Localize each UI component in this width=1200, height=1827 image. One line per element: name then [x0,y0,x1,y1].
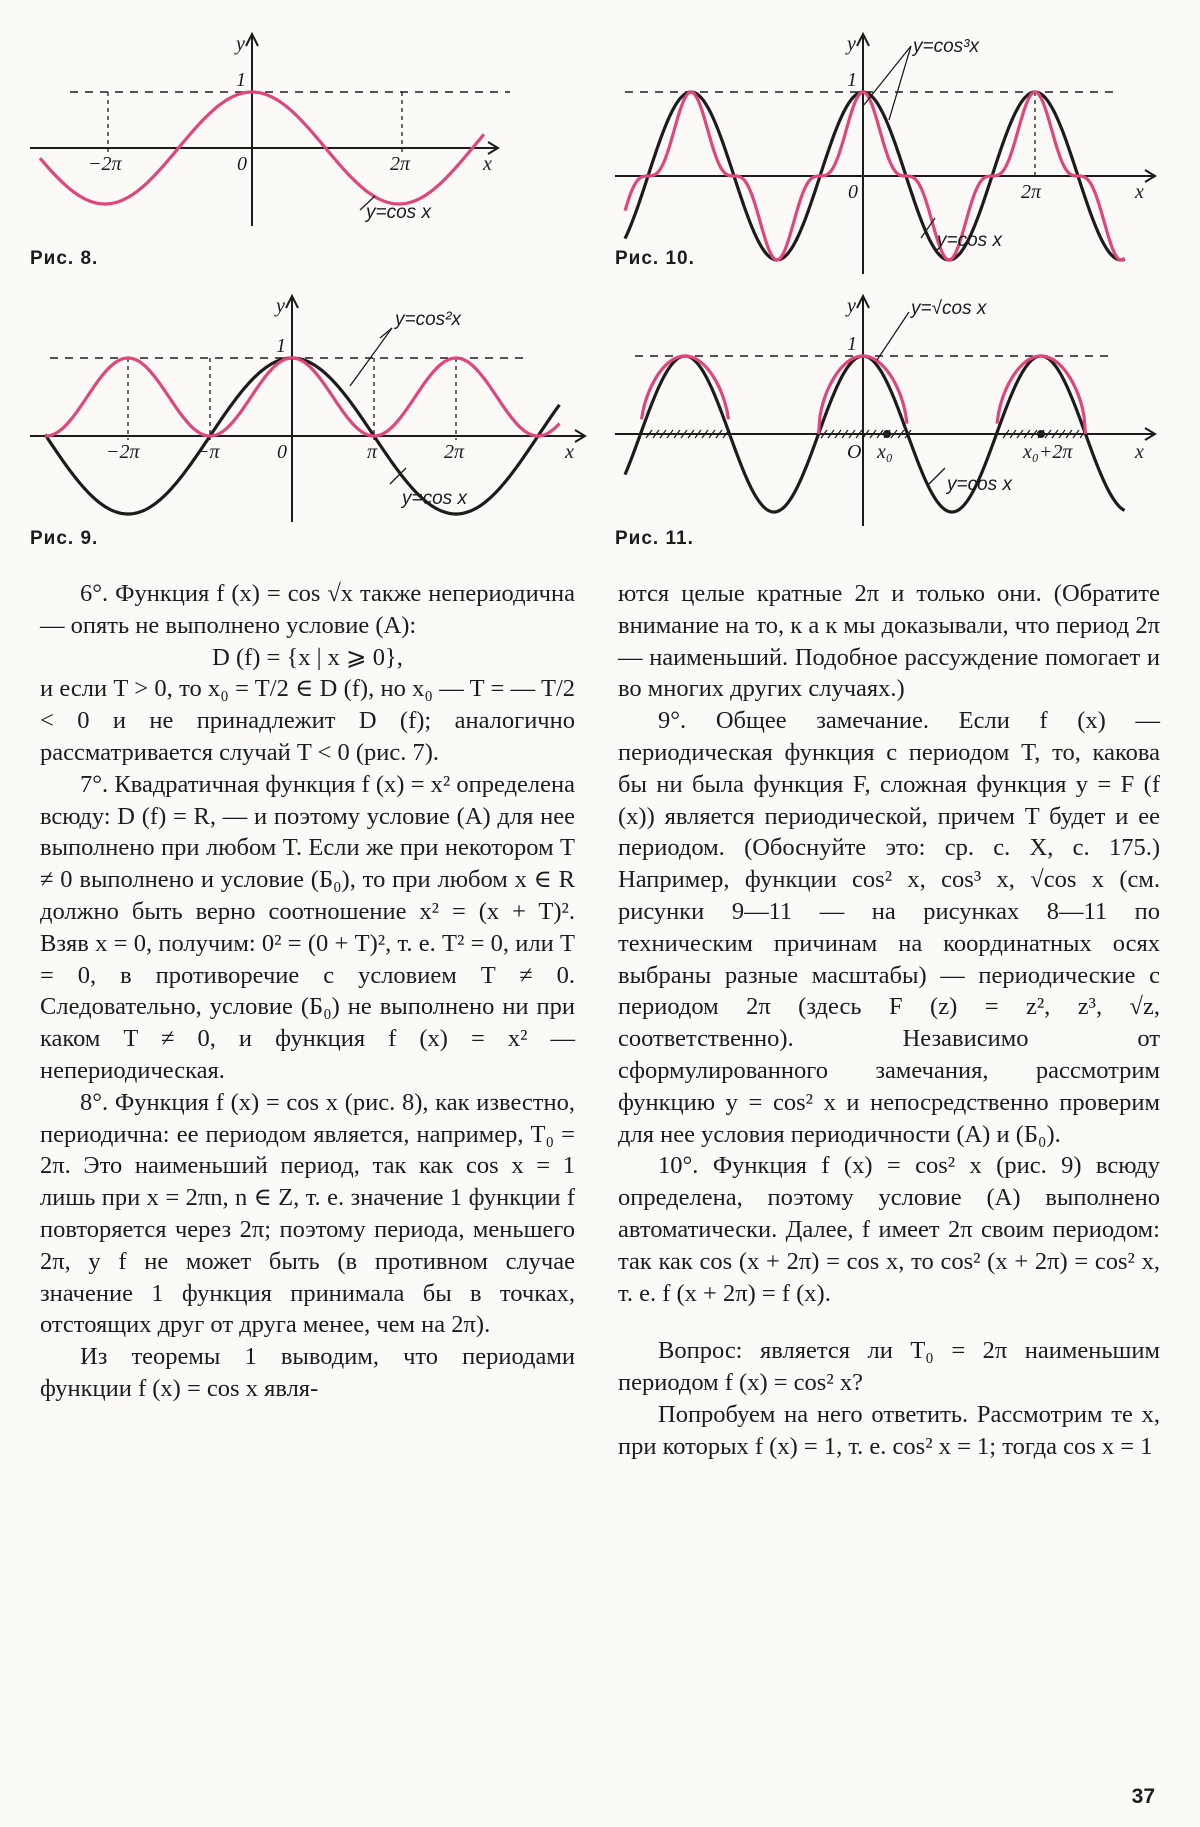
figure-8-plot [30,28,530,268]
tick-label: 2π [444,441,465,463]
label-leader-line [929,468,945,484]
curve-label-cos: y=cos x [947,474,1012,495]
figure-8 [30,28,530,268]
formula-domain: D (f) = {x | x ⩾ 0}, [212,643,403,671]
figure-11-plot [615,292,1175,552]
tick-label: 0 [277,441,287,463]
x-axis-label: x [565,441,574,463]
tick-label: x₀+2π [1023,441,1073,463]
figure-caption: Рис. 11. [615,528,694,549]
tick-label: 2π [390,153,411,175]
label-leader-line [877,312,909,360]
paragraph-9: 9°. Общее замечание. Если f (x) — периодическая функция с периодом T, то, какова бы ни была функция F, сложная функция y = F (f (x)) является периодической, причем T будет и ее периодом. (Обоснуйте это: ср. с. X, с. 175.) Например, функции cos² x, cos³ x, √cos x (см. рисунки 9—11 — на рисунках 8—11 по техническим причинам на координатных осях выбраны разные масштабы) — периодические с периодом 2π (здесь F (z) = z², z³, √z, соответственно). Независимо от сформулированного замечания, рассмотрим функцию y = cos² x и непосредственно проверим для нее условия периодичности (А) и (Б₀). [618,707,1160,1148]
paragraph-6-cont: и если T > 0, то x₀ = T/2 ∈ D (f), но x₀ — T = — T/2 < 0 и не принадлежит D (f); аналогично рассматривается случай T < 0 (рис. 7). [40,675,575,766]
y-one-label: 1 [847,69,857,91]
figure-9-plot [30,292,590,552]
tick-label: x₀ [877,441,893,463]
curve-label-cos-squared: y=cos²x [395,309,461,330]
tick-label: 2π [1021,181,1042,203]
y-axis-label: y [236,33,245,55]
figure-caption: Рис. 9. [30,528,99,549]
paragraph-8: 8°. Функция f (x) = cos x (рис. 8), как известно, периодична: ее периодом является, например, T₀ = 2π. Это наименьший период, так как cos x = 1 лишь при x = 2πn, n ∈ Z, т. е. значение 1 функции f повторяется через 2π; поэтому периода, меньшего 2π, у f не может быть (в противном случае значение 1 функция принимала бы в точках, отстоящих друг от друга менее, чем на 2π). [40,1088,575,1339]
curve-label-cos: y=cos x [937,230,1002,251]
tick-label: −π [196,441,220,463]
curve-label-cos-cubed: y=cos³x [913,36,979,57]
left-text-column [40,578,575,1405]
figure-11 [615,292,1175,552]
y-one-label: 1 [236,69,246,91]
curve-label-cos: y=cos x [402,488,467,509]
tick-label: 0 [237,153,247,175]
x-axis-label: x [1135,181,1144,203]
tick-label: π [367,441,378,463]
figure-10 [615,28,1175,268]
x-axis-label: x [1135,441,1144,463]
label-leader-line [863,46,911,106]
tick-label: O [847,441,862,463]
figure-caption: Рис. 8. [30,248,99,269]
point-x0-plus-2pi [1037,430,1045,438]
figure-10-plot [615,28,1175,268]
figure-9 [30,292,590,552]
page-number: 37 [1131,1785,1155,1808]
x-axis-label: x [483,153,492,175]
y-axis-label: y [847,295,856,317]
paragraph-7: 7°. Квадратичная функция f (x) = x² определена всюду: D (f) = R, — и поэтому условие (А) для нее выполнено при любом T. Если же при некотором T ≠ 0 выполнено и условие (Б₀), то при любом x ∈ R должно быть верно соотношение x² = (x + T)². Взяв x = 0, получим: 0² = (0 + T)², т. е. T² = 0, или T = 0, в противоречие с условием T ≠ 0. Следовательно, условие (Б₀) не выполнено ни при каком T ≠ 0, и функция f (x) = x² — непериодическая. [40,770,575,1084]
paragraph-10: 10°. Функция f (x) = cos² x (рис. 9) всюду определена, поэтому условие (А) выполнено автоматически. Далее, f имеет 2π своим периодом: так как cos (x + 2π) = cos x, то cos² (x + 2π) = cos² x, т. е. f (x + 2π) = f (x). [618,1152,1160,1307]
right-text-column [618,578,1160,1463]
paragraph-8-cont: Из теоремы 1 выводим, что периодами функции f (x) = cos x явля- [40,1343,575,1402]
y-one-label: 1 [847,333,857,355]
y-axis-label: y [847,33,856,55]
tick-label: 0 [848,181,858,203]
paragraph-answer: Попробуем на него ответить. Рассмотрим те x, при которых f (x) = 1, т. е. cos² x = 1; тогда cos x = 1 [618,1400,1160,1460]
cos-squared-curve [45,358,560,436]
curve-label-sqrt-cos: y=√cos x [911,298,987,319]
tick-label: −2π [88,153,122,175]
domain-hatching [646,430,1086,438]
y-one-label: 1 [276,335,286,357]
question: Вопрос: является ли T₀ = 2π наименьшим периодом f (x) = cos² x? [618,1337,1160,1397]
figure-caption: Рис. 10. [615,248,695,269]
paragraph-6: 6°. Функция f (x) = cos √x также непериодична — опять не выполнено условие (А): [40,580,575,639]
label-leader-line [350,328,392,386]
tick-label: −2π [106,441,140,463]
paragraph-8-end: ются целые кратные 2π и только они. (Обратите внимание на то, к а к мы доказывали, что период 2π — наименьший. Подобное рассуждение помогает и во многих других случаях.) [618,580,1160,703]
curve-label-cos: y=cos x [366,202,431,223]
label-leader-line [889,46,911,120]
y-axis-label: y [276,295,285,317]
point-x0 [883,430,891,438]
